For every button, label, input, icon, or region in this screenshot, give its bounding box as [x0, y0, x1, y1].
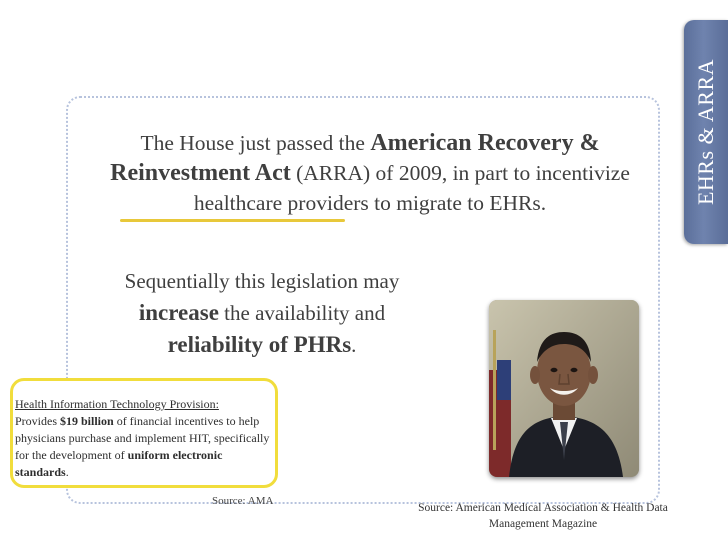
- secondary-text-3: .: [351, 333, 357, 357]
- secondary-text-2: the availability and: [218, 301, 386, 325]
- headline-text-2: (ARRA) of 2009, in part to incentivize healthcare providers to migrate to EHRs.: [193, 161, 630, 215]
- secondary-reliability: reliability of PHRs: [167, 332, 352, 357]
- portrait-illustration: [489, 300, 639, 477]
- headline-text-1: The House just passed the: [140, 131, 371, 155]
- section-tab: [684, 20, 728, 244]
- provision-callout-text: [15, 396, 277, 481]
- provision-title: Health Information Technology Provision:: [15, 397, 219, 411]
- secondary-statement: [92, 266, 432, 361]
- source-ama: Source: AMA: [212, 495, 274, 507]
- secondary-increase: increase: [138, 300, 219, 325]
- source-main: Source: American Medical Association & Health Data Management Magazine: [418, 502, 668, 530]
- provision-text-1: Provides: [15, 414, 60, 428]
- provision-text-3: .: [65, 465, 69, 479]
- highlight-underline: [120, 219, 345, 222]
- provision-standards: uniform electronic standards: [15, 448, 223, 479]
- headline-act-name: American Recovery & Reinvestment Act: [110, 130, 600, 186]
- section-tab-label: EHRs & ARRA: [693, 58, 718, 206]
- portrait-photo: [489, 300, 639, 477]
- secondary-text-1: Sequentially this legislation may: [124, 269, 400, 293]
- headline: [80, 128, 660, 218]
- provision-amount: $19 billion: [60, 414, 114, 428]
- provision-text-2: of financial incentives to help physicians purchase and implement HIT, specifically for the development of: [15, 414, 270, 462]
